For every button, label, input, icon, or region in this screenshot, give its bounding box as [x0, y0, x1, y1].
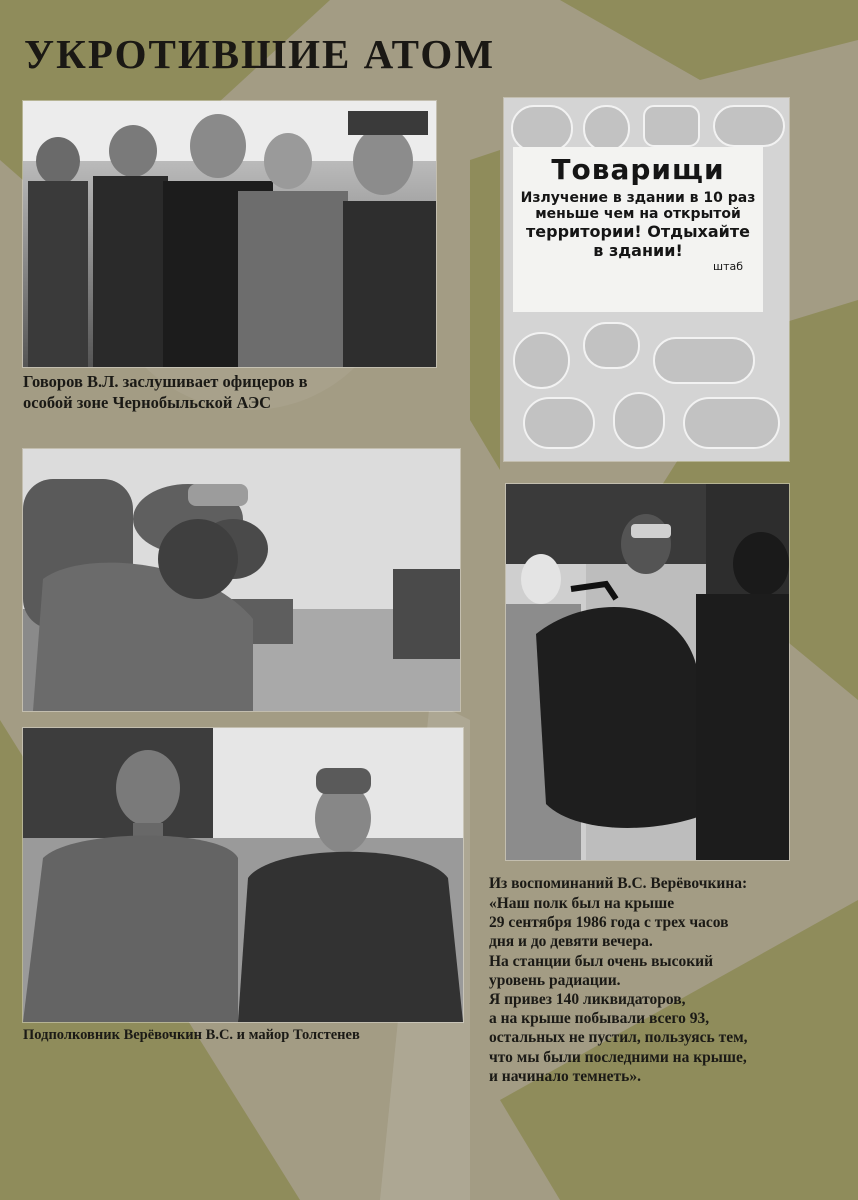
photo-notice-sign: [504, 98, 789, 461]
notice-line-1: Излучение в здании в 10 раз: [520, 190, 756, 206]
memoir-text: «Наш полк был на крыше 29 сентября 1986 года с трех часов дня и до девяти вечера. На станции был очень высокий уровень радиации. Я привез 140 ликвидаторов, а на крыше побывали всего 93, остальных не пустил, пользуясь тем, что мы были последними на крыше, и начинало темнеть».: [489, 895, 748, 1085]
photo-two-officers: [23, 728, 463, 1022]
photo-officers-meeting: [23, 101, 436, 367]
caption-officers-meeting: Говоров В.Л. заслушивает офицеров в особой зоне Чернобыльской АЭС: [23, 372, 308, 412]
photo-roof-workers: [506, 484, 789, 860]
memoir-heading: Из воспоминаний В.С. Верёвочкина:: [489, 875, 748, 892]
caption-two-officers: Подполковник Верёвочкин В.С. и майор Толстенев: [23, 1027, 360, 1043]
notice-heading: Товарищи: [551, 153, 725, 186]
page-title: УКРОТИВШИЕ АТОМ: [24, 31, 496, 77]
notice-signature: штаб: [713, 260, 743, 273]
notice-line-4: в здании!: [593, 241, 683, 260]
notice-paper: [513, 147, 763, 312]
notice-line-2: меньше чем на открытой: [535, 206, 741, 222]
notice-line-3: территории! Отдыхайте: [526, 222, 750, 241]
photo-soldier-respirator: [23, 449, 460, 711]
